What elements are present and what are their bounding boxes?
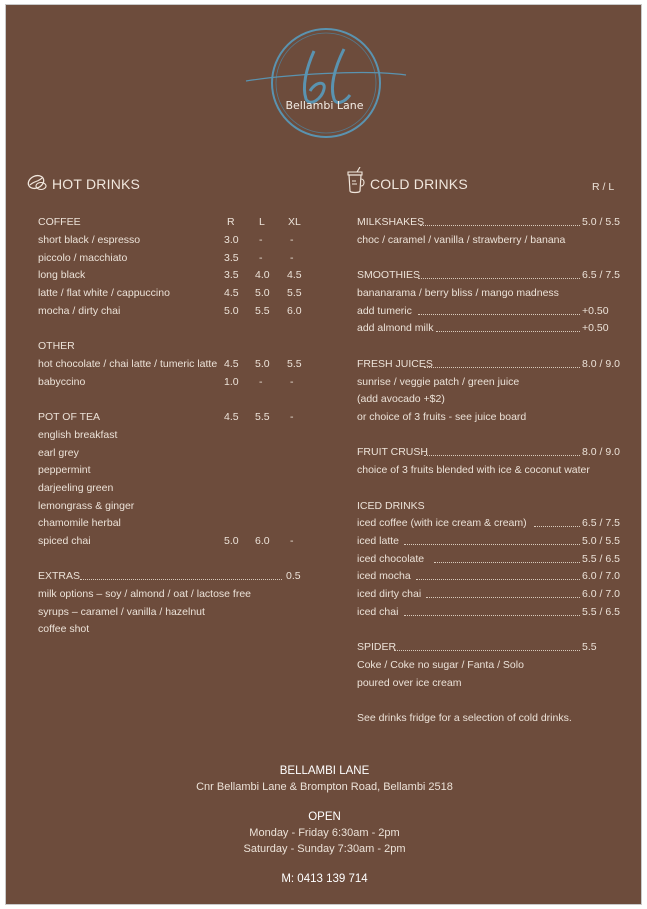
list-item: add almond milk <box>357 322 434 334</box>
spider-header: SPIDER <box>357 641 397 653</box>
dot-leader <box>404 544 580 545</box>
list-item: hot chocolate / chai latte / tumeric latte <box>38 358 218 370</box>
list-item: add tumeric <box>357 305 412 317</box>
list-item: long black <box>38 269 86 281</box>
price-r: 5.0 <box>224 535 239 547</box>
list-item: spiced chai <box>38 535 91 547</box>
logo-name: Bellambi Lane <box>285 99 364 112</box>
milkshakes-header: MILKSHAKES <box>357 216 425 228</box>
list-item: peppermint <box>38 464 91 476</box>
price-l: - <box>259 376 263 388</box>
footer-hours-weekday: Monday - Friday 6:30am - 2pm <box>249 827 400 839</box>
list-item: piccolo / macchiato <box>38 252 128 264</box>
price-l: 6.0 <box>255 535 270 547</box>
dot-leader <box>404 615 580 616</box>
dot-leader <box>418 278 580 279</box>
price-xl: - <box>290 234 294 246</box>
juices-header: FRESH JUICES <box>357 358 433 370</box>
price-xl: - <box>290 535 294 547</box>
list-item: iced chai <box>357 606 399 618</box>
list-item: latte / flat white / cappuccino <box>38 287 170 299</box>
price: 5.5 / 6.5 <box>582 553 620 565</box>
price-l: 5.0 <box>255 358 270 370</box>
milkshake-jar-icon <box>343 167 367 195</box>
price-xl: 5.5 <box>287 287 302 299</box>
extras-header: EXTRAS <box>38 570 81 582</box>
list-item: Coke / Coke no sugar / Fanta / Solo <box>357 659 524 671</box>
list-item: coffee shot <box>38 623 90 635</box>
list-item: earl grey <box>38 447 79 459</box>
price-xl: - <box>290 411 294 423</box>
price: 5.0 / 5.5 <box>582 216 620 228</box>
price-r: 1.0 <box>224 376 239 388</box>
list-item: milk options – soy / almond / oat / lactose free <box>38 588 252 600</box>
tea-header: POT OF TEA <box>38 411 101 423</box>
list-item: mocha / dirty chai <box>38 305 121 317</box>
price: 6.0 / 7.0 <box>582 588 620 600</box>
price-l: 5.5 <box>255 305 270 317</box>
price: +0.50 <box>582 322 609 334</box>
dot-leader <box>418 314 580 315</box>
dot-leader <box>420 225 580 226</box>
list-item: or choice of 3 fruits - see juice board <box>357 411 527 423</box>
list-item: babyccino <box>38 376 86 388</box>
fridge-note: See drinks fridge for a selection of cold drinks. <box>357 712 572 724</box>
coffee-header: COFFEE <box>38 216 81 228</box>
other-header: OTHER <box>38 340 75 352</box>
dot-leader <box>534 526 580 527</box>
list-item: (add avocado +$2) <box>357 393 445 405</box>
dot-leader <box>426 597 580 598</box>
list-item: sunrise / veggie patch / green juice <box>357 376 520 388</box>
price-r: 3.0 <box>224 234 239 246</box>
list-item: lemongrass & ginger <box>38 500 135 512</box>
price-l: - <box>259 234 263 246</box>
hot-drinks-title: HOT DRINKS <box>52 176 141 192</box>
price-xl: - <box>290 252 294 264</box>
list-item: english breakfast <box>38 429 118 441</box>
price-r: 3.5 <box>224 252 239 264</box>
list-item: bananarama / berry bliss / mango madness <box>357 287 559 299</box>
dot-leader <box>434 562 580 563</box>
list-item: iced dirty chai <box>357 588 422 600</box>
price-l: - <box>259 252 263 264</box>
list-item: iced latte <box>357 535 400 547</box>
dot-leader <box>416 579 580 580</box>
price-r: 3.5 <box>224 269 239 281</box>
price: 8.0 / 9.0 <box>582 358 620 370</box>
price: 8.0 / 9.0 <box>582 446 620 458</box>
price: 6.5 / 7.5 <box>582 517 620 529</box>
price-l: 5.5 <box>255 411 270 423</box>
coffee-beans-icon <box>25 170 49 194</box>
logo-emblem <box>244 25 408 145</box>
footer-address: Cnr Bellambi Lane & Brompton Road, Bellambi 2518 <box>196 781 453 793</box>
cold-drinks-title: COLD DRINKS <box>370 176 468 192</box>
price: 6.0 / 7.0 <box>582 570 620 582</box>
crush-header: FRUIT CRUSH <box>357 446 428 458</box>
price: +0.50 <box>582 305 609 317</box>
price-xl: 4.5 <box>287 269 302 281</box>
price: 6.5 / 7.5 <box>582 269 620 281</box>
price-r: 5.0 <box>224 305 239 317</box>
list-item: darjeeling green <box>38 482 114 494</box>
dot-leader <box>424 455 580 456</box>
footer-hours-weekend: Saturday - Sunday 7:30am - 2pm <box>243 843 406 855</box>
dot-leader <box>424 367 580 368</box>
price-l: 4.0 <box>255 269 270 281</box>
list-item: poured over ice cream <box>357 677 462 689</box>
dot-leader <box>394 650 580 651</box>
price-xl: - <box>290 376 294 388</box>
size-label: R / L <box>592 181 615 193</box>
list-item: iced mocha <box>357 570 411 582</box>
price: 5.5 <box>582 641 597 653</box>
col-l: L <box>259 216 265 228</box>
list-item: choc / caramel / vanilla / strawberry / banana <box>357 234 566 246</box>
footer-phone: M: 0413 139 714 <box>281 873 368 885</box>
price-xl: 5.5 <box>287 358 302 370</box>
price-r: 4.5 <box>224 287 239 299</box>
price: 5.0 / 5.5 <box>582 535 620 547</box>
list-item: iced chocolate <box>357 553 425 565</box>
price: 5.5 / 6.5 <box>582 606 620 618</box>
list-item: chamomile herbal <box>38 517 121 529</box>
list-item: short black / espresso <box>38 234 141 246</box>
list-item: choice of 3 fruits blended with ice & coconut water <box>357 464 590 476</box>
price-r: 4.5 <box>224 411 239 423</box>
col-xl: XL <box>288 216 301 228</box>
list-item: syrups – caramel / vanilla / hazelnut <box>38 606 205 618</box>
price-l: 5.0 <box>255 287 270 299</box>
iced-header: ICED DRINKS <box>357 500 425 512</box>
dot-leader <box>80 579 282 580</box>
footer-open-label: OPEN <box>308 811 341 823</box>
col-r: R <box>227 216 235 228</box>
price-r: 4.5 <box>224 358 239 370</box>
menu-page <box>5 4 642 905</box>
footer-name: BELLAMBI LANE <box>279 765 370 777</box>
price-xl: 6.0 <box>287 305 302 317</box>
smoothies-header: SMOOTHIES <box>357 269 421 281</box>
price: 0.5 <box>286 570 301 582</box>
list-item: iced coffee (with ice cream & cream) <box>357 517 527 529</box>
dot-leader <box>436 331 580 332</box>
